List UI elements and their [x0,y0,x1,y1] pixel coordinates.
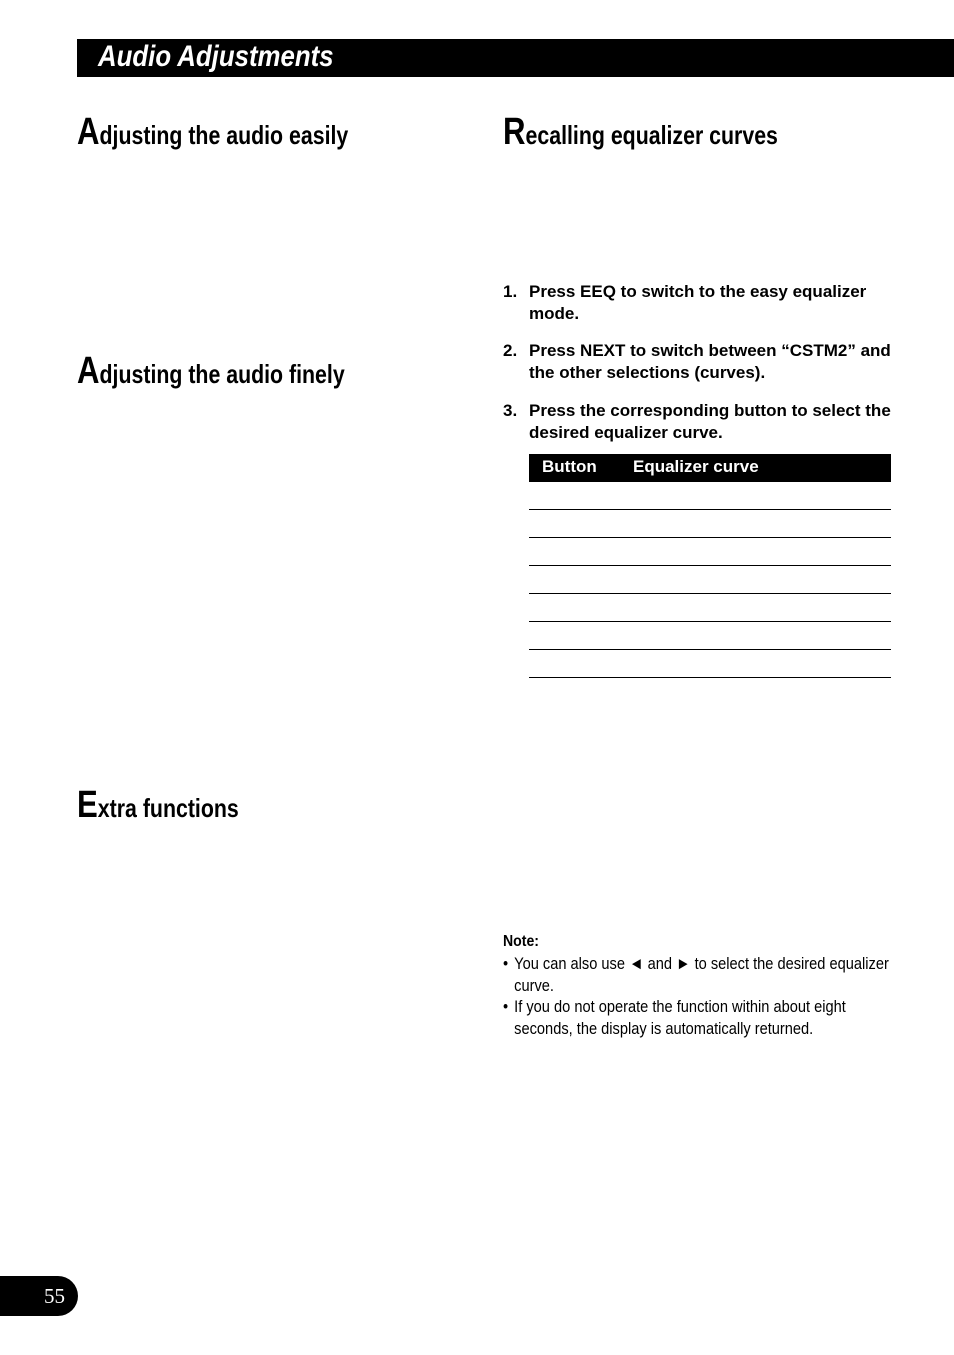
step-text: Press EEQ to switch to the easy equalizer mode. [529,282,867,323]
table-row [529,482,891,510]
table-row [529,650,891,678]
heading-initial: R [503,111,526,153]
step-item [503,400,895,444]
table-row [529,622,891,650]
table-row [529,510,891,538]
note-label: Note: [503,933,539,950]
note-block [503,931,903,1039]
step-text: Press NEXT to switch between “CSTM2” and the other selections (curves). [529,341,891,382]
heading-adjusting-audio-finely [77,351,345,394]
note-list [503,953,903,1039]
table-header-row [529,454,891,482]
page-number: 55 [44,1284,65,1308]
table-row [529,594,891,622]
note-item [503,953,901,996]
heading-initial: A [77,111,100,153]
note-text: If you do not operate the function within about eight seconds, the display is automatically returned. [514,997,846,1038]
step-text: Press the corresponding button to select the desired equalizer curve. [529,401,891,442]
heading-text: djusting the audio finely [99,359,345,389]
section-title: Audio Adjustments [98,40,334,73]
bullet-icon: • [503,954,509,973]
column-header-button: Button [542,457,597,476]
heading-text: djusting the audio easily [99,120,349,150]
bullet-icon: • [503,997,509,1016]
heading-recalling-equalizer-curves [503,112,778,155]
column-header-equalizer-curve: Equalizer curve [633,457,759,476]
section-header-bar [77,39,954,77]
step-number: 1. [503,282,518,301]
heading-initial: A [77,350,100,392]
note-item [503,996,901,1039]
table-row [529,538,891,566]
heading-text: ecalling equalizer curves [525,120,778,150]
heading-text: xtra functions [97,793,239,823]
note-text: You can also use ◄ and ► to select the desired equalizer curve. [514,954,889,995]
page-number-tab [0,1276,78,1316]
step-item [503,281,895,325]
step-number: 3. [503,401,518,420]
table-row [529,566,891,594]
step-item [503,340,895,384]
step-number: 2. [503,341,518,360]
heading-extra-functions [77,785,239,828]
instruction-steps [503,281,895,444]
equalizer-curve-table [529,454,891,678]
heading-adjusting-audio-easily [77,112,348,155]
heading-initial: E [77,784,98,826]
